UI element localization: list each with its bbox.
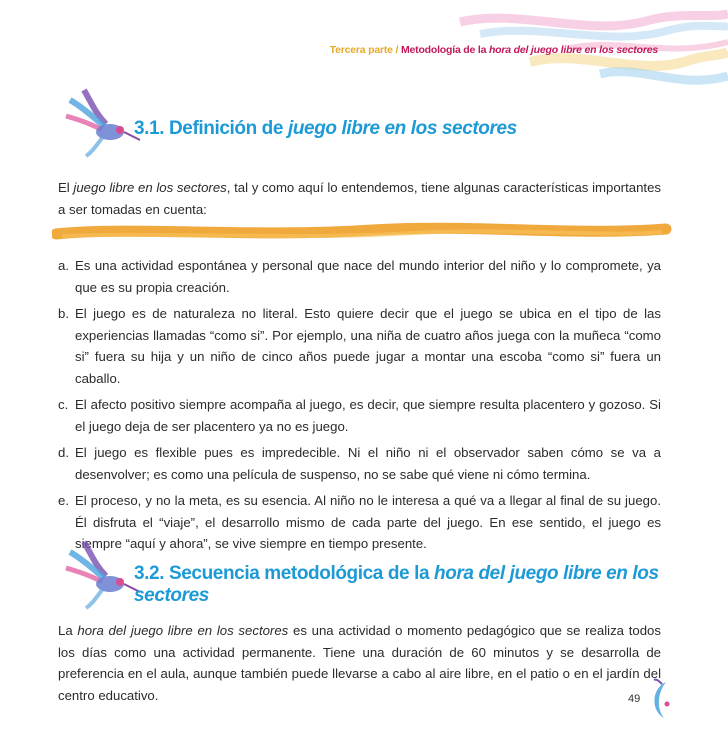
para2-prefix: La — [58, 623, 78, 638]
list-item — [58, 255, 661, 298]
section-heading-3-2-italic: hora del juego libre en los sectores — [134, 563, 659, 606]
para2-italic: hora del juego libre en los sectores — [77, 623, 289, 638]
para2-rest: es una actividad o momento pedagógico que se realiza todos los días como una actividad permanente. Tiene una duración de 60 minutos y se desarrolla de preferencia en el aula, aunque también puede llevarse a cabo al aire libre, en el patio o en el jardín del centro educativo. — [58, 623, 661, 703]
characteristics-list — [58, 255, 661, 560]
list-item — [58, 303, 661, 389]
crescent-moon-icon — [648, 678, 678, 722]
list-item-marker: e. — [58, 493, 69, 508]
intro-rest: , tal y como aquí lo entendemos, tiene algunas características importantes a ser tomadas en cuenta: — [58, 180, 661, 217]
section-heading-3-1-italic: juego libre en los sectores — [287, 118, 517, 139]
intro-paragraph — [58, 177, 661, 220]
list-item-marker: a. — [58, 258, 69, 273]
hummingbird-icon — [62, 86, 142, 158]
intro-italic: juego libre en los sectores — [73, 180, 227, 195]
running-header — [330, 44, 658, 56]
header-title — [401, 44, 658, 56]
list-item — [58, 442, 661, 485]
section-heading-3-1-number: 3.1. Definición de — [134, 118, 288, 139]
page-number: 49 — [628, 693, 641, 705]
list-item-marker: b. — [58, 306, 69, 321]
hummingbird-icon — [62, 538, 142, 610]
intro-prefix: El — [58, 180, 74, 195]
section-heading-3-2-number: 3.2. Secuencia metodológica de la — [134, 563, 435, 584]
header-part: Tercera parte — [329, 44, 393, 56]
section-3-2-paragraph — [58, 620, 661, 706]
list-item — [58, 490, 661, 555]
list-item-marker: d. — [58, 445, 69, 460]
brush-stroke-divider — [52, 220, 672, 244]
list-item-text: El afecto positivo siempre acompaña al juego, es decir, que siempre resulta placentero y gozoso. Si el juego deja de ser placentero ya no es juego. — [75, 397, 661, 434]
section-heading-3-2 — [134, 563, 728, 607]
header-title-prefix: Metodología de la — [400, 44, 489, 56]
header-separator: / — [392, 44, 401, 56]
list-item-text: El proceso, y no la meta, es su esencia. Al niño no le interesa a qué va a llegar al final de su juego. Él disfruta el “viaje”, el desarrollo mismo de cada parte del juego. En ese sentido, el juego es siempre “aquí y ahora”, se vive siempre en tiempo presente. — [75, 493, 661, 551]
header-title-italic: hora del juego libre en los sectores — [488, 44, 658, 56]
list-item-marker: c. — [58, 397, 69, 412]
list-item-text: El juego es flexible pues es impredecible. Ni el niño ni el observador saben cómo se va a desenvolver; es como una película de suspenso, no se sabe qué viene ni cómo termina. — [75, 445, 661, 482]
list-item-text: El juego es de naturaleza no literal. Esto quiere decir que el juego se ubica en el tipo de las experiencias llamadas “como si”. Por ejemplo, una niña de cuatro años juega con la muñeca “como si” fuera su hija y un niño de cinco años puede jugar a montar una escoba “como si” fuera un caballo. — [75, 306, 661, 386]
list-item-text: Es una actividad espontánea y personal que nace del mundo interior del niño y lo compromete, ya que es su propia creación. — [75, 258, 661, 295]
section-heading-3-1 — [134, 118, 517, 140]
list-item — [58, 394, 661, 437]
